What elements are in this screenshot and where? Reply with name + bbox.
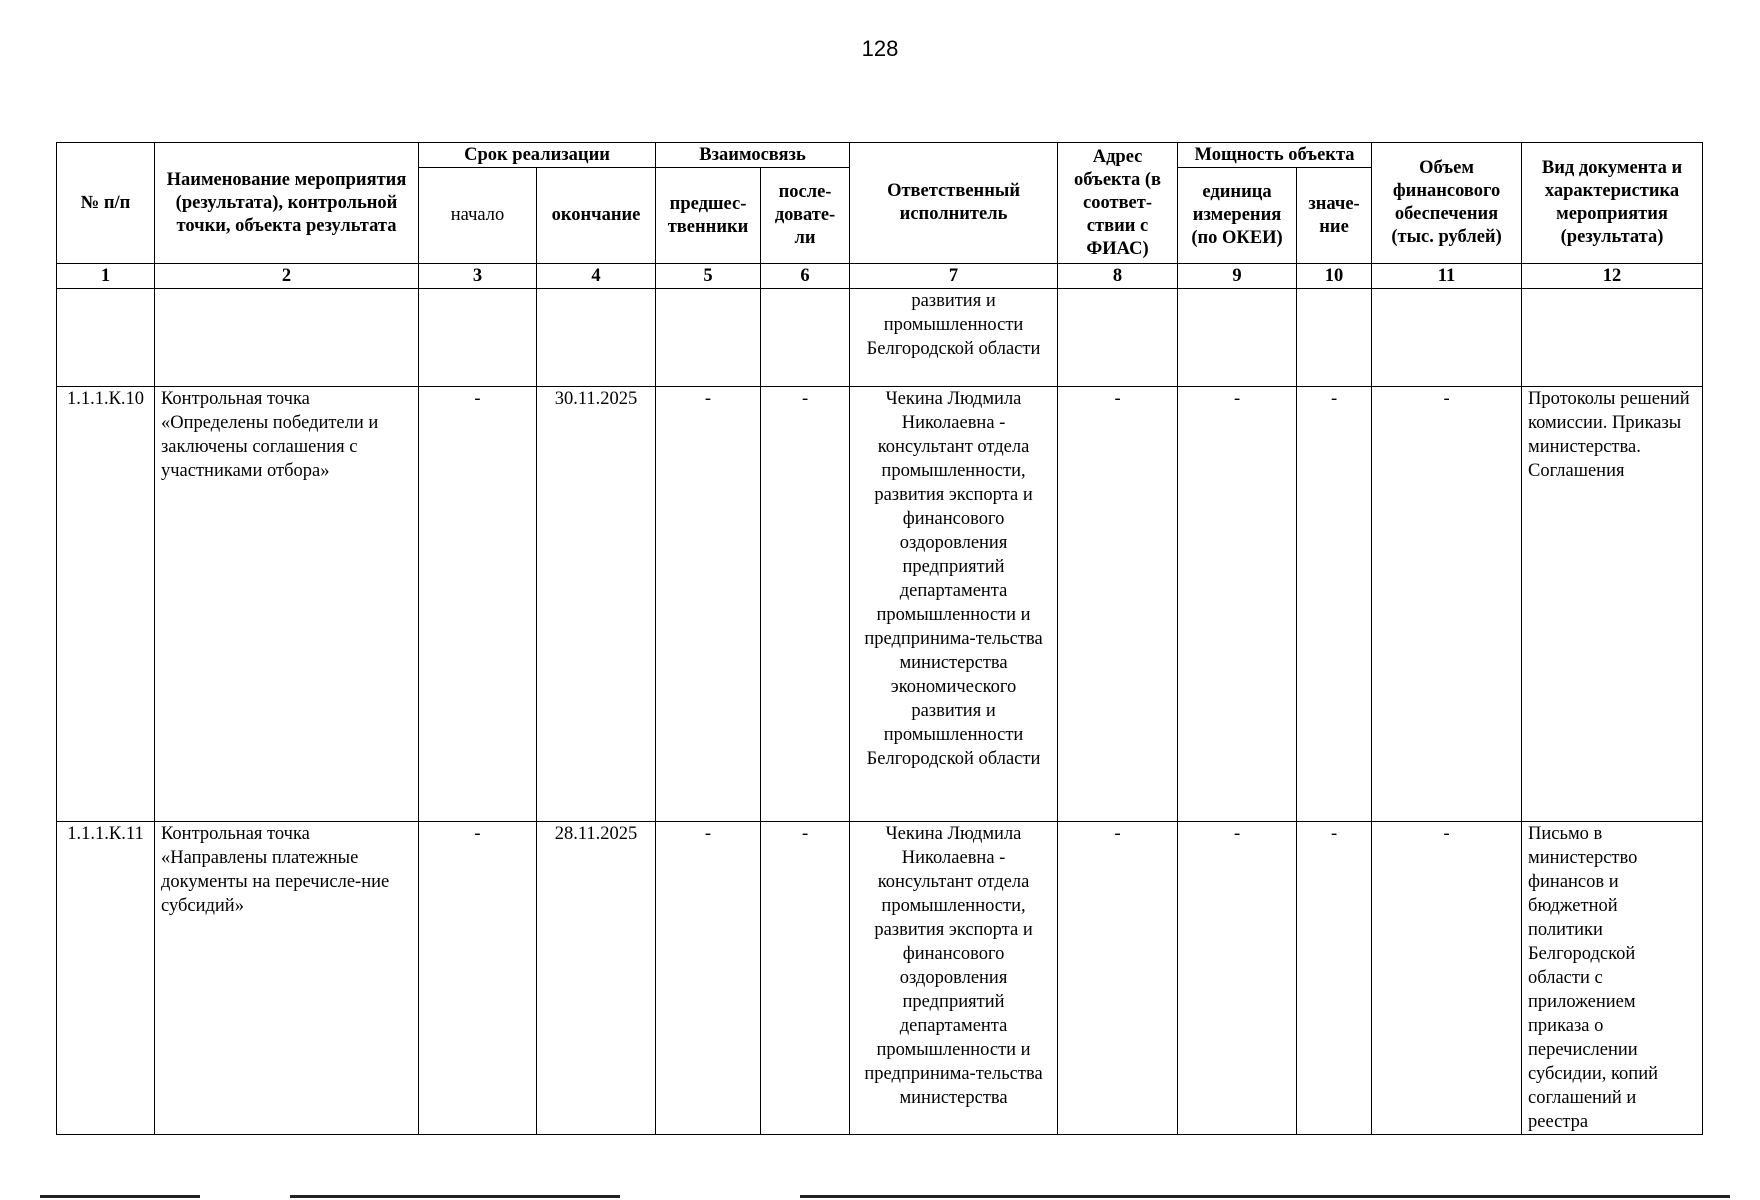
- row-responsible: развития и промышленности Белгородской области: [850, 289, 1058, 387]
- row-start: [419, 289, 537, 387]
- scan-edge-line: [40, 1195, 1730, 1198]
- row-value: [1297, 289, 1372, 387]
- row-start: -: [419, 387, 537, 822]
- table-row: [57, 387, 1703, 822]
- header-start: начало: [419, 168, 537, 264]
- row-finance: -: [1372, 387, 1522, 822]
- column-number: 2: [155, 264, 419, 289]
- row-successors: -: [761, 822, 850, 1135]
- row-value: -: [1297, 822, 1372, 1135]
- column-number: 12: [1522, 264, 1703, 289]
- row-document: Письмо в министерство финансов и бюджетной политики Белгородской области с приложением приказа о перечислении субсидии, копий соглашений и реестра: [1522, 822, 1703, 1135]
- table-row: [57, 822, 1703, 1135]
- column-number: 4: [537, 264, 656, 289]
- column-number: 8: [1058, 264, 1178, 289]
- row-unit: [1178, 289, 1297, 387]
- row-document: [1522, 289, 1703, 387]
- header-finance: Объем финансового обеспечения (тыс. рублей): [1372, 143, 1522, 264]
- row-unit: -: [1178, 822, 1297, 1135]
- header-document: Вид документа и характеристика мероприятия (результата): [1522, 143, 1703, 264]
- column-number: 9: [1178, 264, 1297, 289]
- implementation-plan-table: [56, 142, 1703, 1135]
- header-predecessors: предшес-твенники: [656, 168, 761, 264]
- row-end: 28.11.2025: [537, 822, 656, 1135]
- header-name: Наименование мероприятия (результата), контрольной точки, объекта результата: [155, 143, 419, 264]
- row-end: 30.11.2025: [537, 387, 656, 822]
- row-successors: [761, 289, 850, 387]
- header-link-group: Взаимосвязь: [656, 143, 850, 168]
- header-unit: единица измерения (по ОКЕИ): [1178, 168, 1297, 264]
- row-predecessors: -: [656, 822, 761, 1135]
- row-value: -: [1297, 387, 1372, 822]
- row-responsible: Чекина Людмила Николаевна - консультант отдела промышленности, развития экспорта и финансового оздоровления предприятий департамента промышленности и предпринима-тельства министерства экономического развития и промышленности Белгородской области: [850, 387, 1058, 822]
- header-end: окончание: [537, 168, 656, 264]
- header-capacity-group: Мощность объекта: [1178, 143, 1372, 168]
- row-finance: -: [1372, 822, 1522, 1135]
- row-name: [155, 289, 419, 387]
- row-id: 1.1.1.К.11: [57, 822, 155, 1135]
- scan-edge-gap: [200, 1195, 290, 1198]
- row-predecessors: [656, 289, 761, 387]
- header-term-group: Срок реализации: [419, 143, 656, 168]
- header-address: Адрес объекта (в соответ-ствии с ФИАС): [1058, 143, 1178, 264]
- header-number: № п/п: [57, 143, 155, 264]
- column-number: 1: [57, 264, 155, 289]
- row-address: -: [1058, 822, 1178, 1135]
- column-number: 3: [419, 264, 537, 289]
- row-name: Контрольная точка «Направлены платежные документы на перечисле-ние субсидий»: [155, 822, 419, 1135]
- column-number: 5: [656, 264, 761, 289]
- column-number: 11: [1372, 264, 1522, 289]
- row-successors: -: [761, 387, 850, 822]
- table-row: [57, 289, 1703, 387]
- row-responsible: Чекина Людмила Николаевна - консультант отдела промышленности, развития экспорта и финансового оздоровления предприятий департамента промышленности и предпринима-тельства министерства: [850, 822, 1058, 1135]
- column-number: 6: [761, 264, 850, 289]
- scan-edge-gap: [620, 1195, 800, 1198]
- header-value: значе-ние: [1297, 168, 1372, 264]
- row-id: [57, 289, 155, 387]
- column-number: 7: [850, 264, 1058, 289]
- row-id: 1.1.1.К.10: [57, 387, 155, 822]
- column-number: 10: [1297, 264, 1372, 289]
- row-unit: -: [1178, 387, 1297, 822]
- header-responsible: Ответственный исполнитель: [850, 143, 1058, 264]
- row-end: [537, 289, 656, 387]
- row-start: -: [419, 822, 537, 1135]
- header-successors: после-довате-ли: [761, 168, 850, 264]
- row-document: Протоколы решений комиссии. Приказы министерства. Соглашения: [1522, 387, 1703, 822]
- row-address: [1058, 289, 1178, 387]
- row-finance: [1372, 289, 1522, 387]
- page-number: 128: [861, 36, 899, 61]
- row-name: Контрольная точка «Определены победители и заключены соглашения с участниками отбора»: [155, 387, 419, 822]
- row-address: -: [1058, 387, 1178, 822]
- row-predecessors: -: [656, 387, 761, 822]
